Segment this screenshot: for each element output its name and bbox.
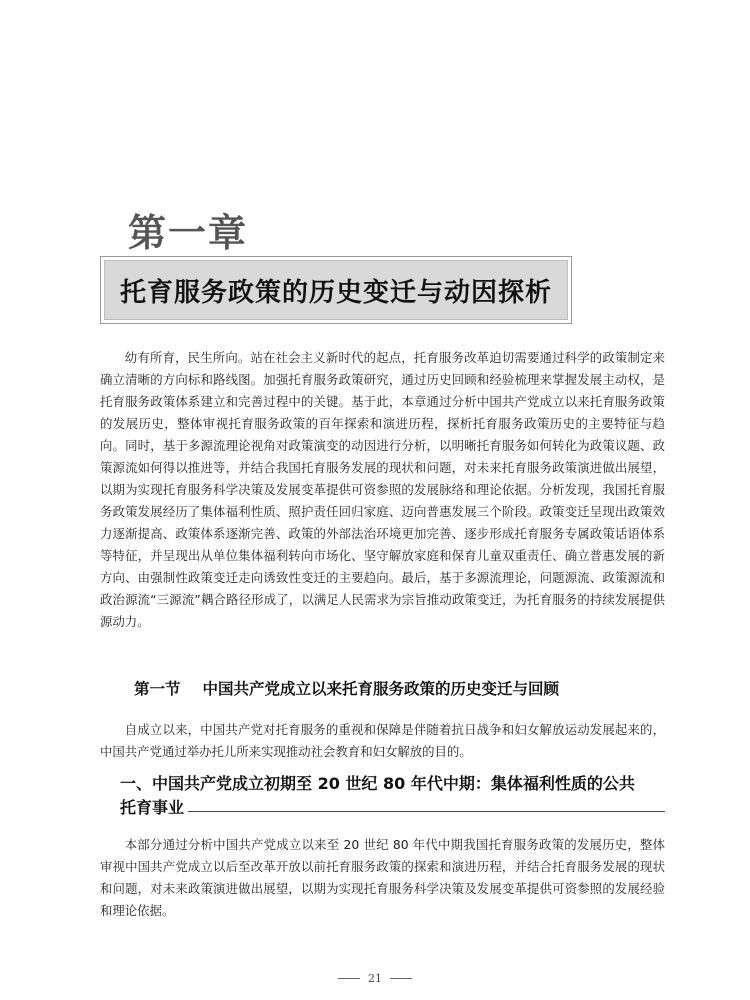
footer-dash-right [390, 978, 412, 979]
section-heading [134, 675, 674, 703]
chapter-title: 托育服务政策的历史变迁与动因探析 [119, 277, 552, 308]
intro-paragraph: 幼有所育，民生所向。站在社会主义新时代的起点，托育服务改革迫切需要通过科学的政策制定来确立清晰的方向标和路线图。加强托育服务政策研究，通过历史回顾和经验梳理来掌握发展主动权，是托育服务政策体系建立和完善过程中的关键。基于此，本章通过分析中国共产党成立以来托育服务政策的发展历史，整体审视托育服务政策的百年探索和演进历程，探析托育服务政策历史的主要特征与趋向。同时，基于多源流理论视角对政策演变的动因进行分析，以明晰托育服务如何转化为政策议题、政策源流如何得以推进等，并结合我国托育服务发展的现状和问题，对未来托育服务政策演进做出展望，以期为实现托育服务科学决策及发展变革提供可资参照的发展脉络和理论依据。分析发现，我国托育服务政策发展经历了集体福利性质、照护责任回归家庭、迈向普惠发展三个阶段。政策变迁呈现出政策效力逐渐提高、政策体系逐渐完善、政策的外部法治环境更加完善、逐步形成托育服务专属政策话语体系等特征，并呈现出从单位集体福利转向市场化、坚守解放家庭和保育儿童双重责任、确立普惠发展的新方向、由强制性政策变迁走向诱致性变迁的主要趋向。最后，基于多源流理论，问题源流、政策源流和政治源流“三源流”耦合路径形成了，以满足人民需求为宗旨推动政策变迁，为托育服务的持续发展提供源动力。 [100, 350, 665, 629]
section-title: 中国共产党成立以来托育服务政策的历史变迁与回顾 [202, 680, 560, 698]
page-number: 21 [368, 972, 382, 985]
page-footer [0, 972, 750, 985]
chapter-number: 第一章 [128, 210, 249, 255]
subsection-rule [188, 811, 665, 812]
subsection-heading-line2: 托育事业 [120, 798, 185, 817]
section-paragraph: 自成立以来，中国共产党对托育服务的重视和保障是伴随着抗日战争和妇女解放运动发展起来的，中国共产党通过举办托儿所来实现推动社会教育和妇女解放的目的。 [100, 722, 665, 759]
chapter-title-box [100, 256, 572, 324]
footer-dash-left [338, 978, 360, 979]
subsection-paragraph: 本部分通过分析中国共产党成立以来至 20 世纪 80 年代中期我国托育服务政策的发展历史，整体审视中国共产党成立以后至改革开放以前托育服务政策的探索和演进历程，并结合托育服务发展的现状和问题，对未来政策演进做出展望，以期为实现托育服务科学决策及发展变革提供可资参照的发展经验和理论依据。 [100, 837, 665, 918]
chapter-title-panel [104, 260, 568, 320]
subsection-heading-line1: 一、中国共产党成立初期至 20 世纪 80 年代中期：集体福利性质的公共 [120, 774, 635, 793]
subsection-heading [120, 772, 665, 820]
section-label: 第一节 [134, 680, 181, 698]
